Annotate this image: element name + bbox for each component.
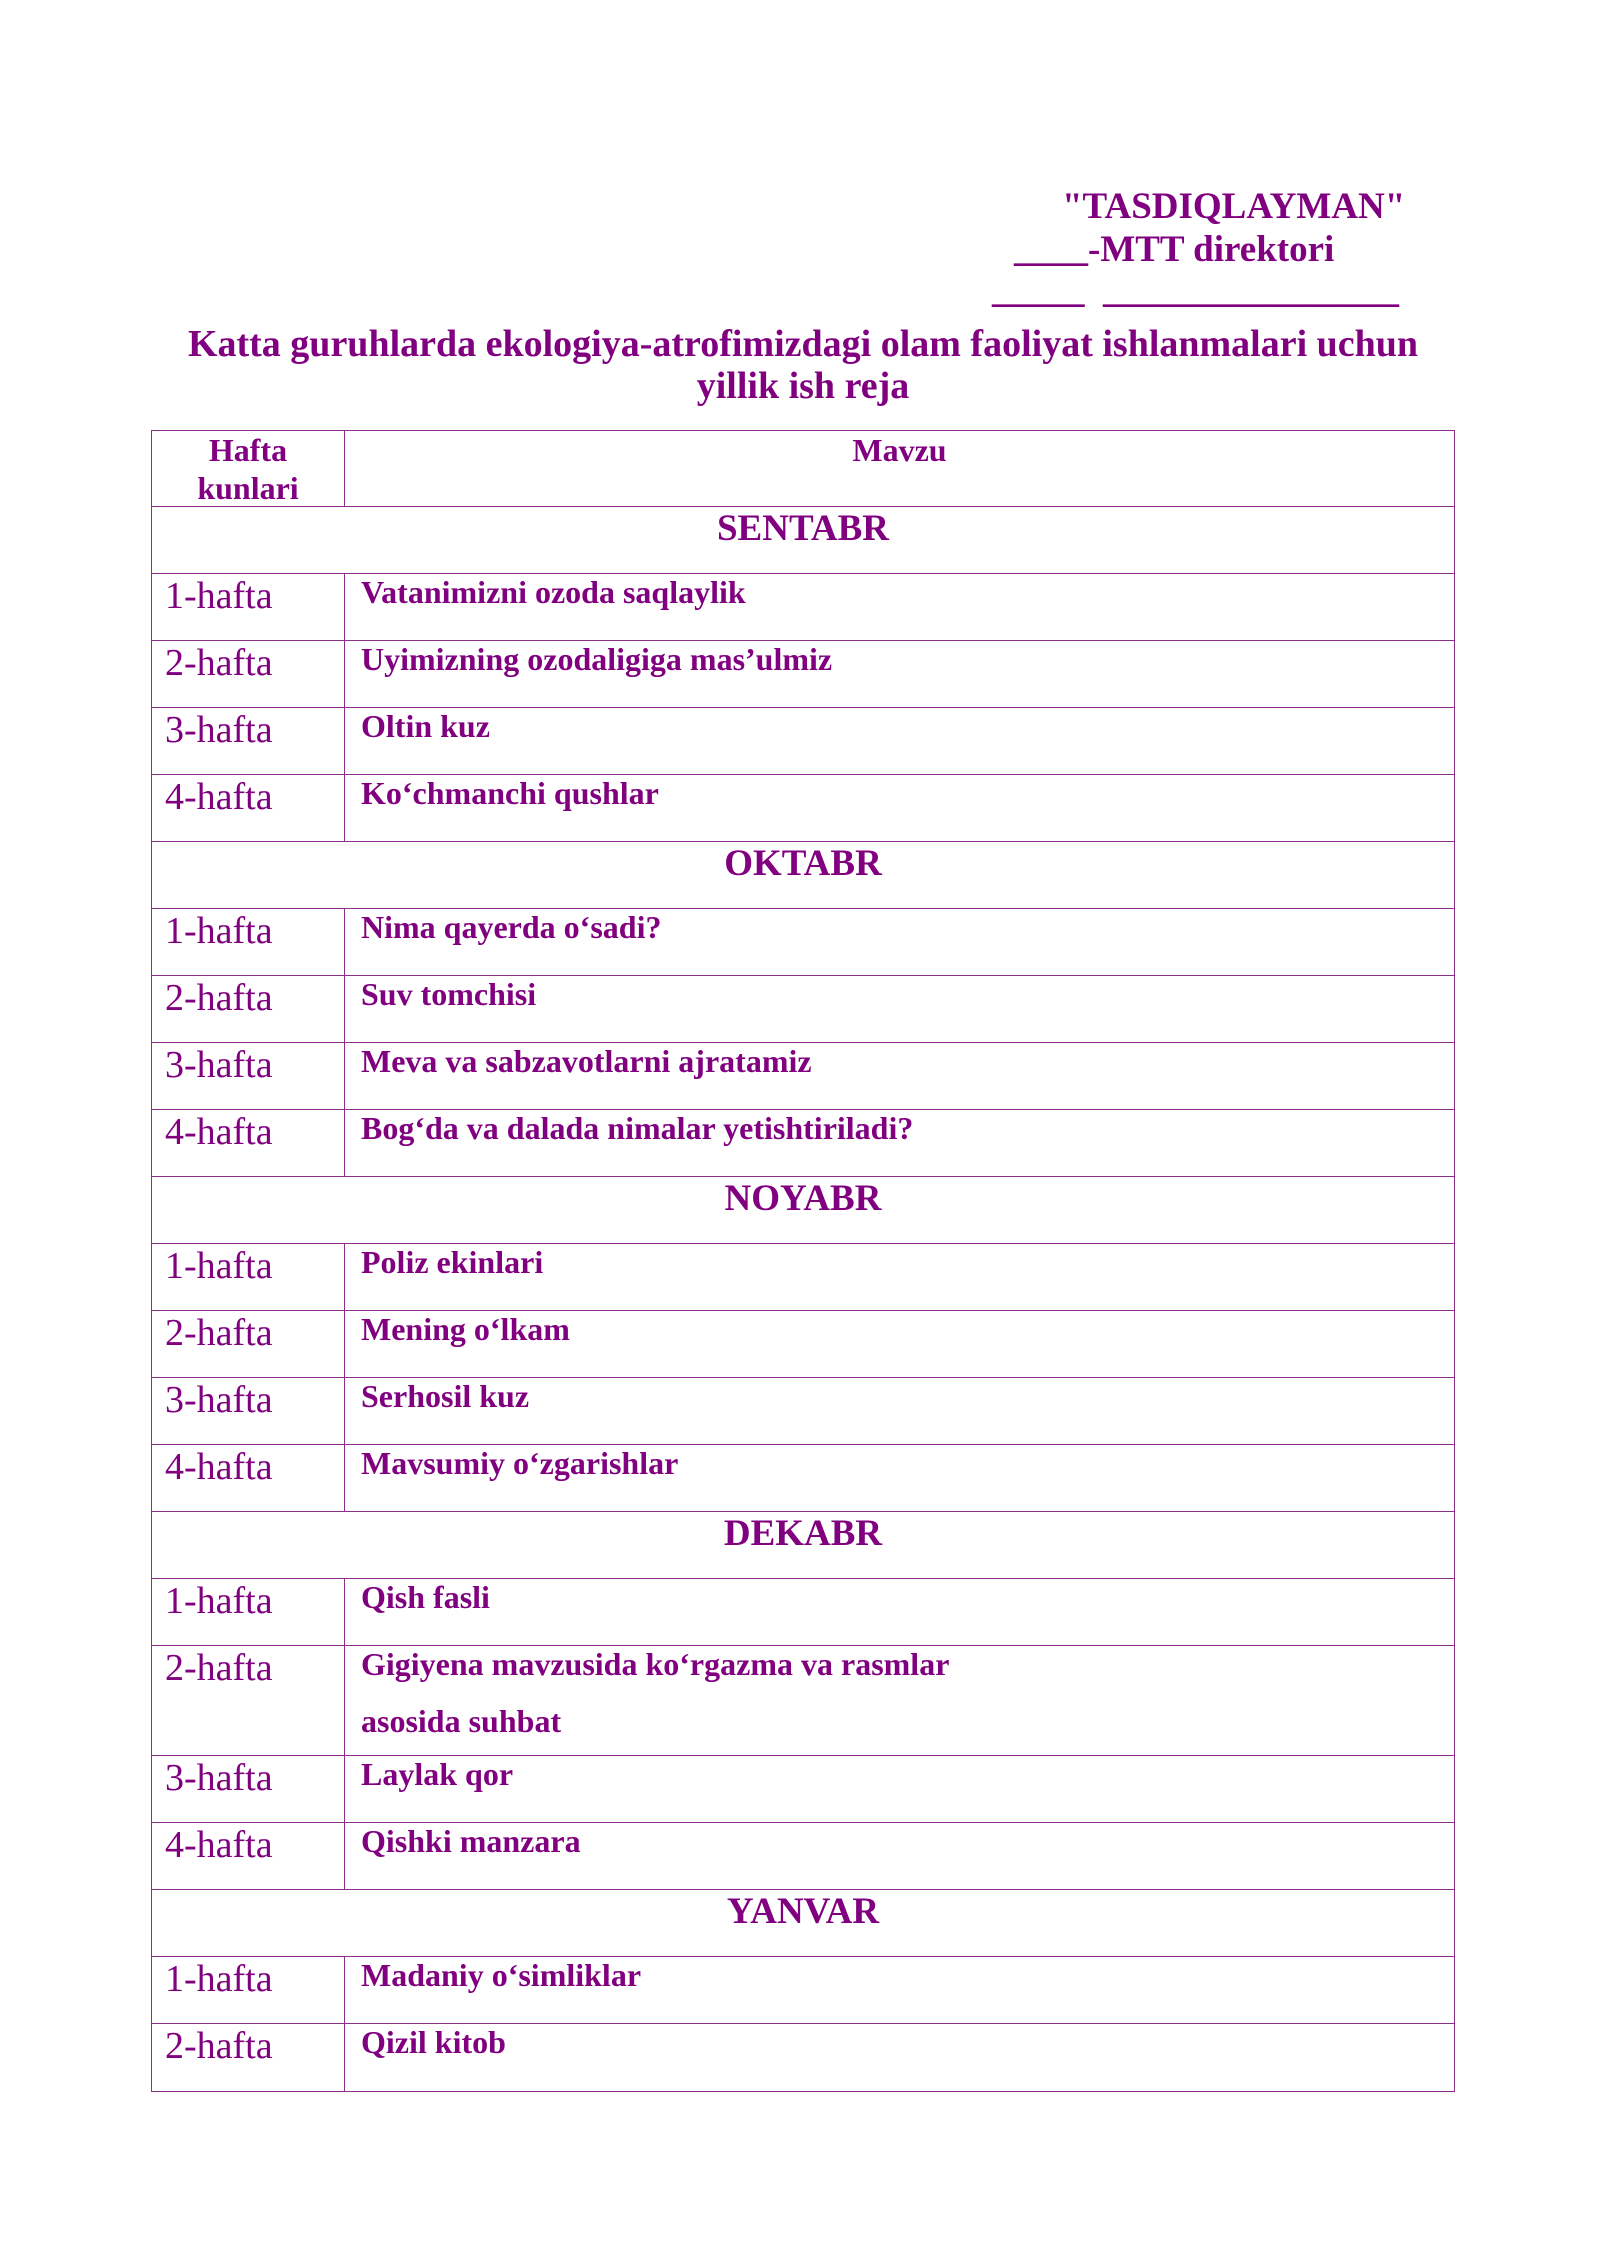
week-cell [152,909,345,975]
week-label: 2-hafta [165,1647,273,1689]
topic-cell [345,1445,1454,1511]
week-cell [152,1445,345,1511]
week-label: 1-hafta [165,575,273,617]
topic-text: Qizil kitob [361,2024,506,2060]
header-topic-column [345,431,1454,506]
topic-text: Laylak qor [361,1756,514,1792]
topic-text: Serhosil kuz [361,1378,530,1414]
week-cell [152,574,345,640]
topic-text: Poliz ekinlari [361,1244,544,1280]
week-cell [152,1579,345,1645]
topic-cell [345,775,1454,841]
month-name: OKTABR [724,843,882,884]
week-row [152,1110,1454,1177]
week-cell [152,976,345,1042]
week-cell [152,2024,345,2091]
table-header-row [152,431,1454,507]
topic-cell [345,1110,1454,1176]
title-line-2: yillik ish reja [696,365,910,407]
director-position: ____-MTT direktori [1014,229,1335,270]
week-label: 1-hafta [165,1580,273,1622]
week-label: 2-hafta [165,2025,273,2067]
document-title [151,323,1455,407]
topic-text: Mening o‘lkam [361,1311,570,1347]
week-cell [152,1957,345,2023]
signature-line: _____ ________________ [992,270,1399,311]
week-label: 3-hafta [165,1757,273,1799]
week-label: 4-hafta [165,1824,273,1866]
week-cell [152,1378,345,1444]
week-cell [152,775,345,841]
week-label: 3-hafta [165,709,273,751]
week-cell [152,1823,345,1889]
plan-table [151,430,1455,2092]
topic-text: Vatanimizni ozoda saqlaylik [361,574,746,610]
week-cell [152,708,345,774]
week-cell [152,1043,345,1109]
week-row [152,1646,1454,1756]
title-line-1: Katta guruhlarda ekologiya-atrofimizdagi olam faoliyat ishlanmalari uchun [187,323,1419,365]
week-cell [152,1311,345,1377]
week-label: 2-hafta [165,977,273,1019]
week-row [152,1445,1454,1512]
month-name: DEKABR [723,1513,883,1554]
week-cell [152,1646,345,1755]
week-cell [152,1756,345,1822]
topic-text: Oltin kuz [361,708,490,744]
topic-text: Mavsumiy o‘zgarishlar [361,1445,679,1481]
month-name: SENTABR [716,508,890,549]
week-label: 4-hafta [165,776,273,818]
week-cell [152,1244,345,1310]
topic-text: Qish fasli [361,1579,490,1615]
week-row [152,775,1454,842]
topic-text: Gigiyena mavzusida ko‘rgazma va rasmlar asosida suhbat [361,1646,950,1739]
topic-cell [345,1646,1454,1755]
topic-text: Madaniy o‘simliklar [361,1957,642,1993]
week-label: 1-hafta [165,910,273,952]
topic-text: Qishki manzara [361,1823,581,1859]
week-label: 2-hafta [165,642,273,684]
header-week-label-line2: kunlari [197,470,299,506]
topic-text: Uyimizning ozodaligiga mas’ulmiz [361,641,833,677]
header-week-label-line1: Hafta [208,432,288,468]
topic-cell [345,2024,1454,2091]
week-row [152,2024,1454,2091]
approval-stamp: "TASDIQLAYMAN" [1062,186,1406,227]
month-name: YANVAR [726,1891,880,1932]
week-label: 1-hafta [165,1245,273,1287]
week-label: 4-hafta [165,1446,273,1488]
topic-text: Suv tomchisi [361,976,537,1012]
week-label: 2-hafta [165,1312,273,1354]
month-name: NOYABR [724,1178,882,1219]
header-week-column [152,431,345,506]
week-cell [152,1110,345,1176]
week-label: 3-hafta [165,1379,273,1421]
week-cell [152,641,345,707]
topic-text: Ko‘chmanchi qushlar [361,775,659,811]
header-topic-label: Mavzu [852,432,947,468]
week-row [152,1823,1454,1890]
week-label: 1-hafta [165,1958,273,2000]
topic-text: Bog‘da va dalada nimalar yetishtiriladi? [361,1110,914,1146]
week-label: 3-hafta [165,1044,273,1086]
week-label: 4-hafta [165,1111,273,1153]
topic-cell [345,1823,1454,1889]
topic-text: Meva va sabzavotlarni ajratamiz [361,1043,812,1079]
topic-text: Nima qayerda o‘sadi? [361,909,662,945]
